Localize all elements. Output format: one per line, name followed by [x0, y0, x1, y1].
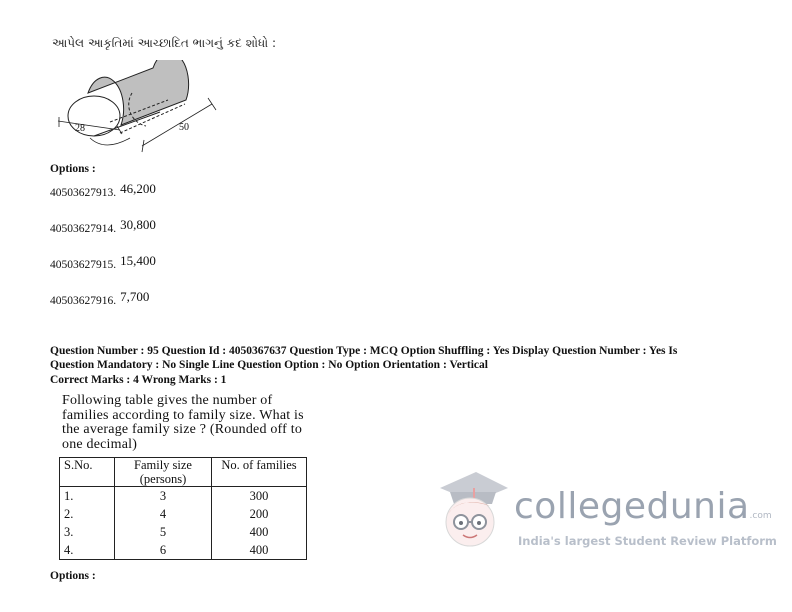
cell-families: 300: [212, 487, 307, 506]
cell-sno: 3.: [60, 523, 115, 541]
mascot-logo-icon: [430, 462, 510, 552]
option-id: 40503627916.: [50, 295, 117, 307]
question-meta-line-1: Question Number : 95 Question Id : 4050367637 Question Type : MCQ Option Shuffling : Yes Display Question Number : Yes Is: [50, 345, 678, 357]
watermark-brand-name: collegedunia: [514, 486, 750, 527]
option-id: 40503627913.: [50, 187, 117, 199]
watermark-brand: [514, 486, 772, 527]
table-header-family-size: Family size (persons): [115, 458, 212, 487]
cell-sno: 4.: [60, 541, 115, 560]
dimension-label-50: 50: [179, 122, 189, 133]
question-text-gujarati: આપેલ આકૃતિમાં આચ્છાદિત ભાગનું કદ શોધો :: [52, 36, 277, 50]
cell-families: 200: [212, 505, 307, 523]
option-id: 40503627915.: [50, 259, 117, 271]
cell-size: 6: [115, 541, 212, 560]
cell-size: 5: [115, 523, 212, 541]
watermark-domain: .com: [749, 511, 772, 521]
question-text: Following table gives the number of families according to family size. What is the average family size ? (Rounded off to one decimal): [62, 393, 304, 452]
options-label-q95: Options :: [50, 570, 96, 582]
option-value: 15,400: [120, 253, 156, 268]
options-label: Options :: [50, 163, 96, 175]
watermark-tagline: India's largest Student Review Platform: [518, 534, 777, 548]
shaded-surface: [88, 60, 189, 125]
table-header-families: No. of families: [212, 458, 307, 487]
option-1[interactable]: [50, 183, 156, 201]
cell-size: 4: [115, 505, 212, 523]
option-4[interactable]: [50, 291, 149, 309]
half-cylinder-figure: [50, 60, 230, 160]
option-value: 7,700: [120, 289, 150, 304]
option-2[interactable]: [50, 219, 156, 237]
table-row: [60, 487, 307, 506]
cell-families: 400: [212, 523, 307, 541]
table-header-sno: S.No.: [60, 458, 115, 487]
table-row: [60, 541, 307, 560]
table-row: [60, 523, 307, 541]
cell-families: 400: [212, 541, 307, 560]
question-meta-line-2: Question Mandatory : No Single Line Question Option : No Option Orientation : Vertical: [50, 359, 488, 371]
option-3[interactable]: [50, 255, 156, 273]
option-value: 30,800: [120, 217, 156, 232]
option-value: 46,200: [120, 181, 156, 196]
cell-sno: 1.: [60, 487, 115, 506]
table-row: [60, 505, 307, 523]
family-size-table: [59, 457, 307, 560]
marks-line: Correct Marks : 4 Wrong Marks : 1: [50, 374, 227, 386]
cell-sno: 2.: [60, 505, 115, 523]
dimension-label-28: 28: [75, 123, 85, 134]
option-id: 40503627914.: [50, 223, 117, 235]
cell-size: 3: [115, 487, 212, 506]
